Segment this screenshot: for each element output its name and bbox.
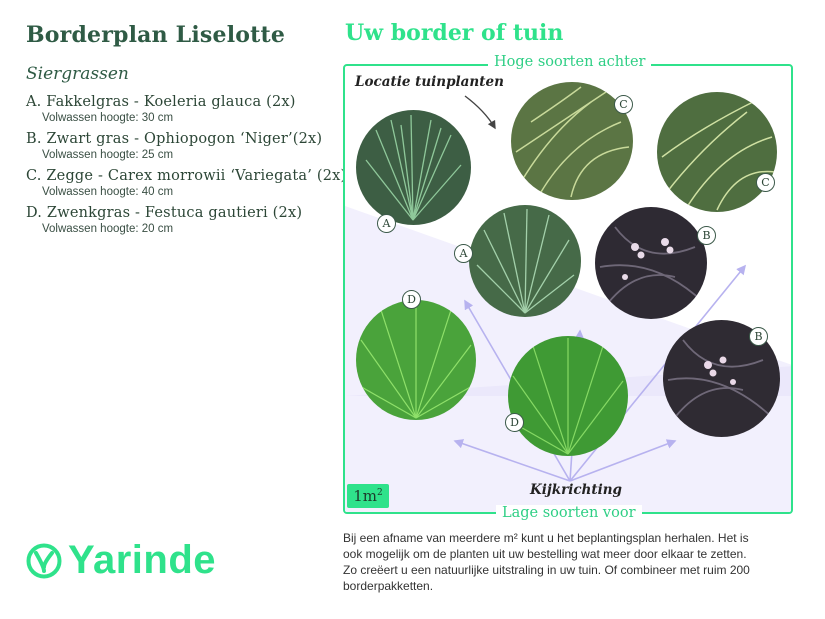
plant-photo-a-1	[356, 110, 471, 225]
badge-c-2: C	[756, 173, 775, 192]
plant-height: Volwassen hoogte: 40 cm	[42, 186, 174, 198]
brand-logo[interactable]	[26, 538, 216, 583]
border-title: Uw border of tuin	[345, 20, 564, 46]
scale-value: 1m	[353, 487, 378, 505]
plant-item-a	[26, 94, 346, 124]
plant-photo-c-2	[657, 92, 777, 212]
annotation-location: Locatie tuinplanten	[355, 74, 504, 90]
plant-photo-d-1	[356, 300, 476, 420]
description-text: Bij een afname van meerdere m² kunt u het beplantingsplan herhalen. Het is ook mogelijk om de planten uit uw bestelling wat meer door elkaar te zetten. Zo creëert u een natuurlijke uitstraling in uw tuin. Of combineer met ruim 200 borderpakketten.	[343, 531, 750, 593]
plant-name: D. Zwenkgras - Festuca gautieri (2x)	[26, 205, 303, 221]
plant-height: Volwassen hoogte: 25 cm	[42, 149, 174, 161]
badge-b-1: B	[697, 226, 716, 245]
badge-a-1: A	[377, 214, 396, 233]
badge-d-1: D	[402, 290, 421, 309]
plant-name: B. Zwart gras - Ophiopogon ‘Niger’(2x)	[26, 131, 323, 147]
badge-b-2: B	[749, 327, 768, 346]
badge-c-1: C	[614, 95, 633, 114]
scale-exponent: 2	[377, 487, 383, 498]
badge-d-2: D	[505, 413, 524, 432]
label-bottom: Lage soorten voor	[496, 505, 642, 521]
location-arrow	[465, 96, 495, 128]
plant-item-d	[26, 205, 346, 235]
plant-list	[26, 94, 346, 242]
plant-height: Volwassen hoogte: 20 cm	[42, 223, 174, 235]
plant-photo-a-2	[469, 205, 581, 317]
annotation-view-direction: Kijkrichting	[530, 482, 622, 498]
logo-text: Yarinde	[68, 538, 217, 582]
label-top: Hoge soorten achter	[488, 54, 651, 70]
plant-height: Volwassen hoogte: 30 cm	[42, 112, 174, 124]
plant-photo-d-2	[508, 336, 628, 456]
plant-item-b	[26, 131, 346, 161]
section-title: Siergrassen	[26, 64, 129, 84]
plant-name: C. Zegge - Carex morrowii ‘Variegata’ (2x)	[26, 168, 347, 184]
plant-photo-b-1	[595, 207, 707, 319]
badge-a-2: A	[454, 244, 473, 263]
plant-name: A. Fakkelgras - Koeleria glauca (2x)	[26, 94, 296, 110]
yarinde-logo-icon	[26, 543, 62, 579]
scale-badge	[347, 484, 389, 508]
plant-item-c	[26, 168, 346, 198]
plan-title: Borderplan Liselotte	[26, 22, 286, 48]
